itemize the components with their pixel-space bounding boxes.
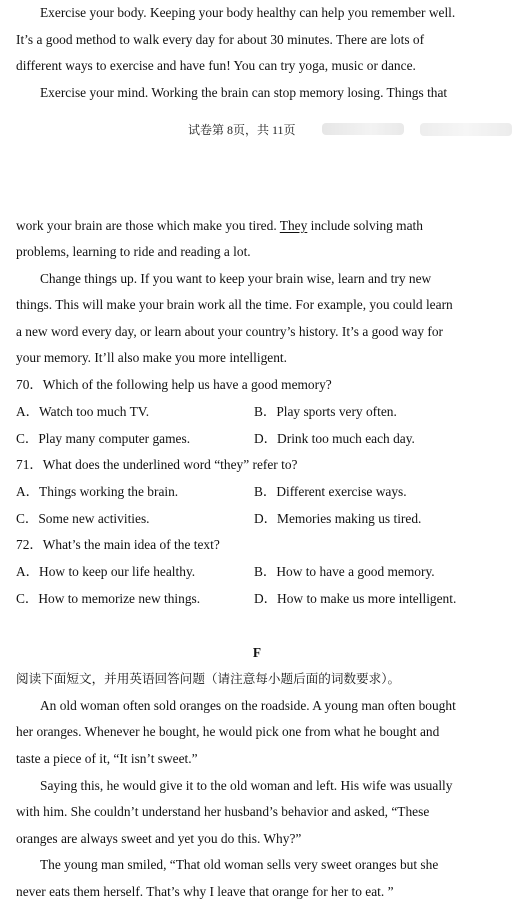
option-a: A．Watch too much TV. — [16, 404, 150, 419]
passage-line: a new word every day, or learn about your country’s history. It’s a good way for — [16, 324, 444, 339]
passage-line: Change things up. If you want to keep your brain wise, learn and try new — [40, 271, 432, 286]
passage-line: never eats them herself. That’s why I leave that orange for her to eat. ” — [16, 884, 394, 899]
passage-line — [16, 216, 496, 236]
question-stem: 70．Which of the following help us have a good memory? — [16, 377, 332, 392]
blurred-watermark — [420, 123, 512, 136]
option-c: C．Play many computer games. — [16, 431, 191, 446]
passage-line: her oranges. Whenever he bought, he would pick one from what he bought and — [16, 724, 440, 739]
passage-line: your memory. It’ll also make you more intelligent. — [16, 350, 287, 365]
passage-text: include solving math — [307, 218, 423, 233]
option-d: D．Drink too much each day. — [254, 431, 415, 446]
question-stem: 71．What does the underlined word “they” refer to? — [16, 457, 298, 472]
section-heading: F — [252, 645, 262, 660]
passage-line: oranges are always sweet and yet you do this. Why?” — [16, 831, 302, 846]
passage-text: work your brain are those which make you tired. — [16, 218, 280, 233]
option-b: B．Different exercise ways. — [254, 484, 407, 499]
passage-line: taste a piece of it, “It isn’t sweet.” — [16, 751, 198, 766]
passage-line: Exercise your body. Keeping your body healthy can help you remember well. — [40, 5, 456, 20]
option-c: C．Some new activities. — [16, 511, 150, 526]
page-footer: 试卷第 8页，共 11页 — [188, 123, 296, 137]
passage-line: Exercise your mind. Working the brain can stop memory losing. Things that — [40, 85, 448, 100]
passage-line: It’s a good method to walk every day for about 30 minutes. There are lots of — [16, 32, 425, 47]
option-a: A．How to keep our life healthy. — [16, 564, 196, 579]
underlined-word: They — [279, 218, 308, 233]
option-b: B．Play sports very often. — [254, 404, 397, 419]
passage-line: with him. She couldn’t understand her husband’s behavior and asked, “These — [16, 804, 430, 819]
blurred-watermark — [322, 123, 404, 135]
option-d: D．Memories making us tired. — [254, 511, 422, 526]
passage-line: problems, learning to ride and reading a lot. — [16, 244, 251, 259]
passage-line: The young man smiled, “That old woman sells very sweet oranges but she — [40, 857, 439, 872]
option-a: A．Things working the brain. — [16, 484, 179, 499]
option-b: B．How to have a good memory. — [254, 564, 435, 579]
passage-line: An old woman often sold oranges on the roadside. A young man often bought — [40, 698, 456, 713]
option-d: D．How to make us more intelligent. — [254, 591, 457, 606]
passage-line: Saying this, he would give it to the old woman and left. His wife was usually — [40, 778, 453, 793]
passage-line: things. This will make your brain work all the time. For example, you could learn — [16, 297, 453, 312]
question-stem: 72．What’s the main idea of the text? — [16, 537, 220, 552]
option-c: C．How to memorize new things. — [16, 591, 201, 606]
passage-line: different ways to exercise and have fun! You can try yoga, music or dance. — [16, 58, 416, 73]
section-instruction: 阅读下面短文，并用英语回答问题（请注意每小题后面的词数要求）。 — [16, 671, 401, 686]
